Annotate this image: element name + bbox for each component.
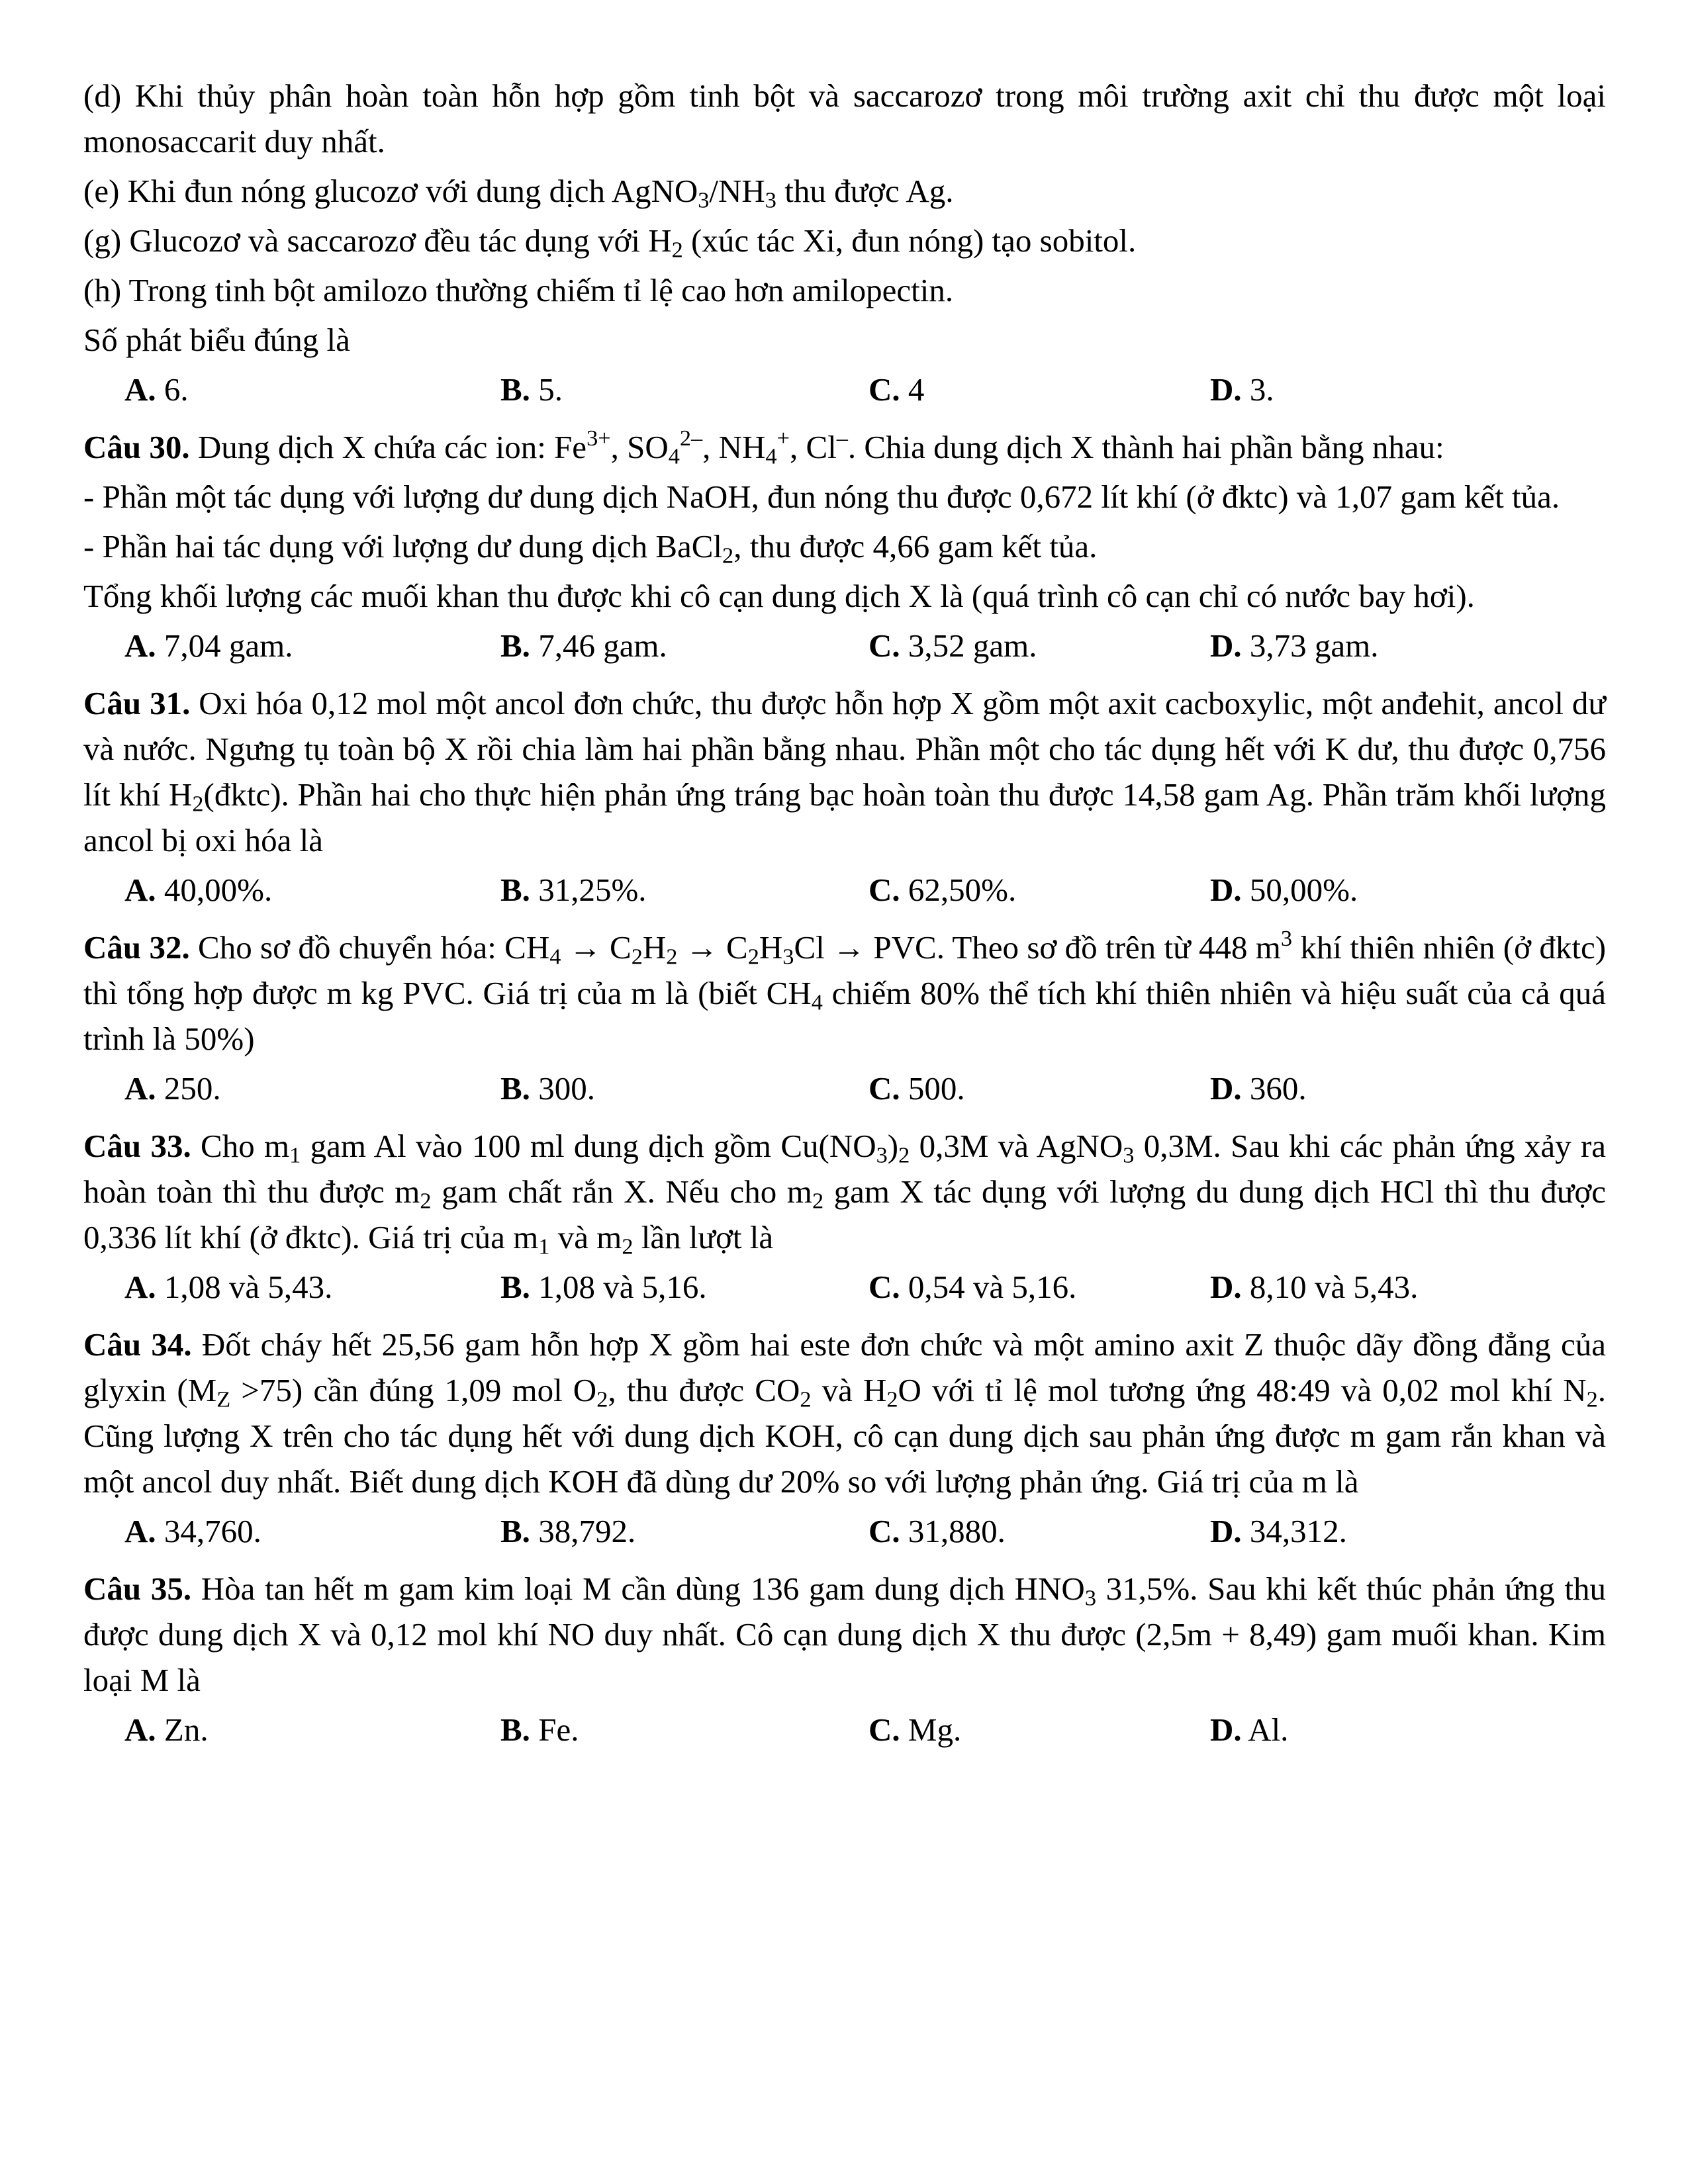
- question-label: Câu 33.: [83, 1128, 191, 1164]
- option-c[interactable]: C. Mg.: [868, 1711, 962, 1748]
- option-a[interactable]: A. Zn.: [124, 1711, 209, 1748]
- statement-text: (d) Khi thủy phân hoàn toàn hỗn hợp gồm tinh bột và saccarozơ trong môi trường axit chỉ thu được một loại monosaccarit duy nhất.: [83, 77, 1606, 159]
- option-b[interactable]: B. 5.: [500, 371, 563, 408]
- stem-text: Tổng khối lượng các muối khan thu được khi cô cạn dung dịch X là (quá trình cô cạn chỉ có nước bay hơi).: [83, 578, 1475, 614]
- statement-e: [83, 168, 1606, 214]
- option-c[interactable]: C. 31,880.: [868, 1513, 1006, 1549]
- question-32: Câu 32. Cho sơ đồ chuyển hóa: $CH_4 \to C_2H_2 \to C_2H_3Cl$ → PVC. Theo sơ đồ trên từ 448 $m^3$ khí thiên nhiên (ở đktc) thì tổng hợp được m kg PVC. Giá trị của m là (biết $CH_4$ chiếm 80% thể tích khí thiên nhiên và hiệu suất của cả quá trình là 50%): [83, 926, 1607, 1057]
- option-b[interactable]: B. Fe.: [500, 1711, 579, 1748]
- question-label: Câu 32.: [83, 929, 190, 966]
- option-d[interactable]: D. 360.: [1210, 1070, 1307, 1107]
- option-d[interactable]: D. 50,00%.: [1210, 872, 1358, 908]
- option-b[interactable]: B. 38,792.: [500, 1513, 636, 1549]
- part-text: - Phần một tác dụng với lượng dư dung dịch NaOH, đun nóng thu được 0,672 lít khí (ở đktc) và 1,07 gam kết tủa.: [83, 478, 1560, 515]
- option-c[interactable]: C. 4: [868, 371, 925, 408]
- statement-d: [83, 73, 1606, 164]
- option-c[interactable]: C. 62,50%.: [868, 872, 1017, 908]
- page-content: [83, 73, 1606, 1764]
- question-label: Câu 31.: [83, 685, 191, 721]
- option-b[interactable]: B. 7,46 gam.: [500, 627, 667, 664]
- statement-text: (g) Glucozơ và saccarozơ đều tác dụng với H: [83, 222, 672, 259]
- options-row: [83, 1508, 1606, 1554]
- option-b[interactable]: B. 1,08 và 5,16.: [500, 1269, 707, 1305]
- option-a[interactable]: A. 34,760.: [124, 1513, 261, 1549]
- question-label: Câu 30.: [83, 429, 190, 465]
- statement-text: thu được Ag.: [776, 173, 954, 209]
- options-row: [83, 1066, 1606, 1111]
- options-row: [83, 367, 1606, 412]
- subscript: 3: [765, 187, 776, 213]
- option-a[interactable]: A. 7,04 gam.: [124, 627, 293, 664]
- statement-text: (e) Khi đun nóng glucozơ với dung dịch AgNO: [83, 173, 698, 209]
- statement-g: [83, 218, 1606, 263]
- options-row: [83, 623, 1606, 668]
- statement-text: /NH: [709, 173, 765, 209]
- question-30: Câu 30. Dung dịch X chứa các ion: $Fe^{3+}$, $SO_4^{2-}$, $NH_4^+$, Cl–. Chia dung dịch X thành hai phần bằng nhau:: [83, 426, 1444, 469]
- option-d[interactable]: D. 3,73 gam.: [1210, 627, 1379, 664]
- options-row: [83, 867, 1606, 913]
- option-a[interactable]: A. 250.: [124, 1070, 221, 1107]
- option-d[interactable]: D. 3.: [1210, 371, 1274, 408]
- question-stem: [83, 317, 1606, 363]
- option-b[interactable]: B. 31,25%.: [500, 872, 647, 908]
- subscript: 2: [671, 237, 683, 263]
- option-a[interactable]: A. 1,08 và 5,43.: [124, 1269, 333, 1305]
- option-c[interactable]: C. 0,54 và 5,16.: [868, 1269, 1077, 1305]
- option-d[interactable]: D. 34,312.: [1210, 1513, 1347, 1549]
- option-d[interactable]: D. Al.: [1210, 1711, 1289, 1748]
- question-30-part1: [83, 474, 1606, 520]
- statement-text: (h) Trong tinh bột amilozo thường chiếm tỉ lệ cao hơn amilopectin.: [83, 272, 954, 308]
- option-c[interactable]: C. 500.: [868, 1070, 965, 1107]
- statement-h: [83, 267, 1606, 313]
- statement-text: (xúc tác Xi, đun nóng) tạo sobitol.: [682, 222, 1137, 259]
- option-c[interactable]: C. 3,52 gam.: [868, 627, 1037, 664]
- question-34: Câu 34. Đốt cháy hết 25,56 gam hỗn hợp X gồm hai este đơn chức và một amino axit Z thuộc dãy đồng đẳng của glyxin $(M_Z >75)$ cần đúng 1,09 mol $O_2$, thu được $CO_2$ và $H_2O$ với tỉ lệ mol tương ứng 48:49 và 0,02 mol khí $N_2$. Cũng lượng X trên cho tác dụng hết với dung dịch KOH, cô cạn dung dịch sau phản ứng được m gam rắn khan và một ancol duy nhất. Biết dung dịch KOH đã dùng dư 20% so với lượng phản ứng. Giá trị của m là: [83, 1326, 1607, 1500]
- question-31: Câu 31. Oxi hóa 0,12 mol một ancol đơn chức, thu được hỗn hợp X gồm một axit cacboxylic, một anđehit, ancol dư và nước. Ngưng tụ toàn bộ X rồi chia làm hai phần bằng nhau. Phần một cho tác dụng hết với K dư, thu được 0,756 lít khí $H_2(đktc)$. Phần hai cho thực hiện phản ứng tráng bạc hoàn toàn thu được 14,58 gam Ag. Phần trăm khối lượng ancol bị oxi hóa là: [83, 685, 1607, 858]
- question-30-stem: [83, 573, 1606, 619]
- stem-text: Số phát biểu đúng là: [83, 322, 350, 358]
- options-row: [83, 1707, 1606, 1752]
- question-label: Câu 34.: [83, 1326, 192, 1363]
- option-a[interactable]: A. 6.: [124, 371, 189, 408]
- subscript: 3: [698, 187, 710, 213]
- option-d[interactable]: D. 8,10 và 5,43.: [1210, 1269, 1419, 1305]
- question-33: Câu 33. Cho $m_1$ gam Al vào 100 ml dung dịch gồm $Cu(NO_3)_2$ 0,3M và AgNO$_3$ 0,3M. Sau khi các phản ứng xảy ra hoàn toàn thì thu được $m_2$ gam chất rắn X. Nếu cho $m_2$ gam X tác dụng với lượng du dung dịch HCl thì thu được 0,336 lít khí (ở đktc). Giá trị của $m_1$ và $m_2$ lần lượt là: [83, 1128, 1607, 1259]
- option-b[interactable]: B. 300.: [500, 1070, 595, 1107]
- question-35: Câu 35. Hòa tan hết m gam kim loại M cần dùng 136 gam dung dịch $HNO_3$ 31,5%. Sau khi kết thúc phản ứng thu được dung dịch X và 0,12 mol khí NO duy nhất. Cô cạn dung dịch X thu được (2,5m + 8,49) gam muối khan. Kim loại M là: [83, 1570, 1607, 1698]
- option-a[interactable]: A. 40,00%.: [124, 872, 273, 908]
- options-row: [83, 1264, 1606, 1310]
- question-30-part2: - Phần hai tác dụng với lượng dư dung dịch BaCl$_2$, thu được 4,66 gam kết tủa.: [83, 528, 1098, 569]
- question-label: Câu 35.: [83, 1570, 192, 1607]
